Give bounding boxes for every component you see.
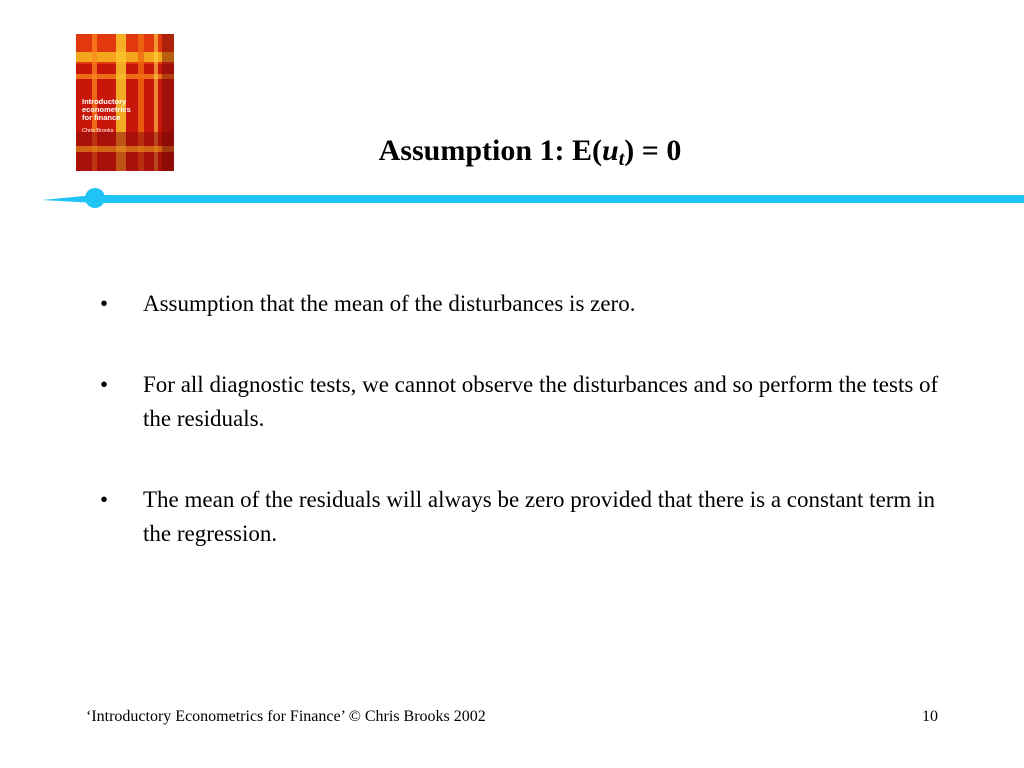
page-number: 10 [922, 708, 938, 725]
bullet-text: Assumption that the mean of the disturbances is zero. [143, 291, 636, 316]
title-divider-line [0, 186, 1024, 210]
book-cover-title-line2: econometrics [82, 105, 131, 114]
bullet-item [100, 483, 950, 551]
slide-title-variable: u [602, 134, 619, 167]
book-cover-author: Chris Brooks [82, 128, 114, 134]
footer-source: ‘Introductory Econometrics for Finance’ © Chris Brooks 2002 [86, 708, 486, 725]
bullet-text: For all diagnostic tests, we cannot observe the disturbances and so perform the tests of the residuals. [143, 372, 939, 431]
divider-circle-icon [85, 188, 105, 208]
slide-title [180, 131, 880, 171]
book-cover-title-line1: Introductory [82, 97, 127, 106]
bullet-item [100, 368, 950, 436]
bullet-dot-icon: • [100, 487, 109, 512]
slide-title-suffix: ) = 0 [624, 134, 682, 167]
bullet-dot-icon: • [100, 372, 109, 397]
bullet-item [100, 287, 950, 321]
book-cover-image [76, 34, 174, 171]
book-cover-text [82, 98, 170, 135]
divider-bar [42, 195, 1024, 203]
bullet-list [100, 287, 950, 598]
slide-title-prefix: Assumption 1: E( [378, 134, 603, 167]
bullet-dot-icon: • [100, 291, 109, 316]
bullet-text: The mean of the residuals will always be zero provided that there is a constant term in the regression. [143, 487, 935, 546]
slide-title-subscript: t [618, 148, 625, 170]
book-cover-title-line3: for finance [82, 113, 121, 122]
